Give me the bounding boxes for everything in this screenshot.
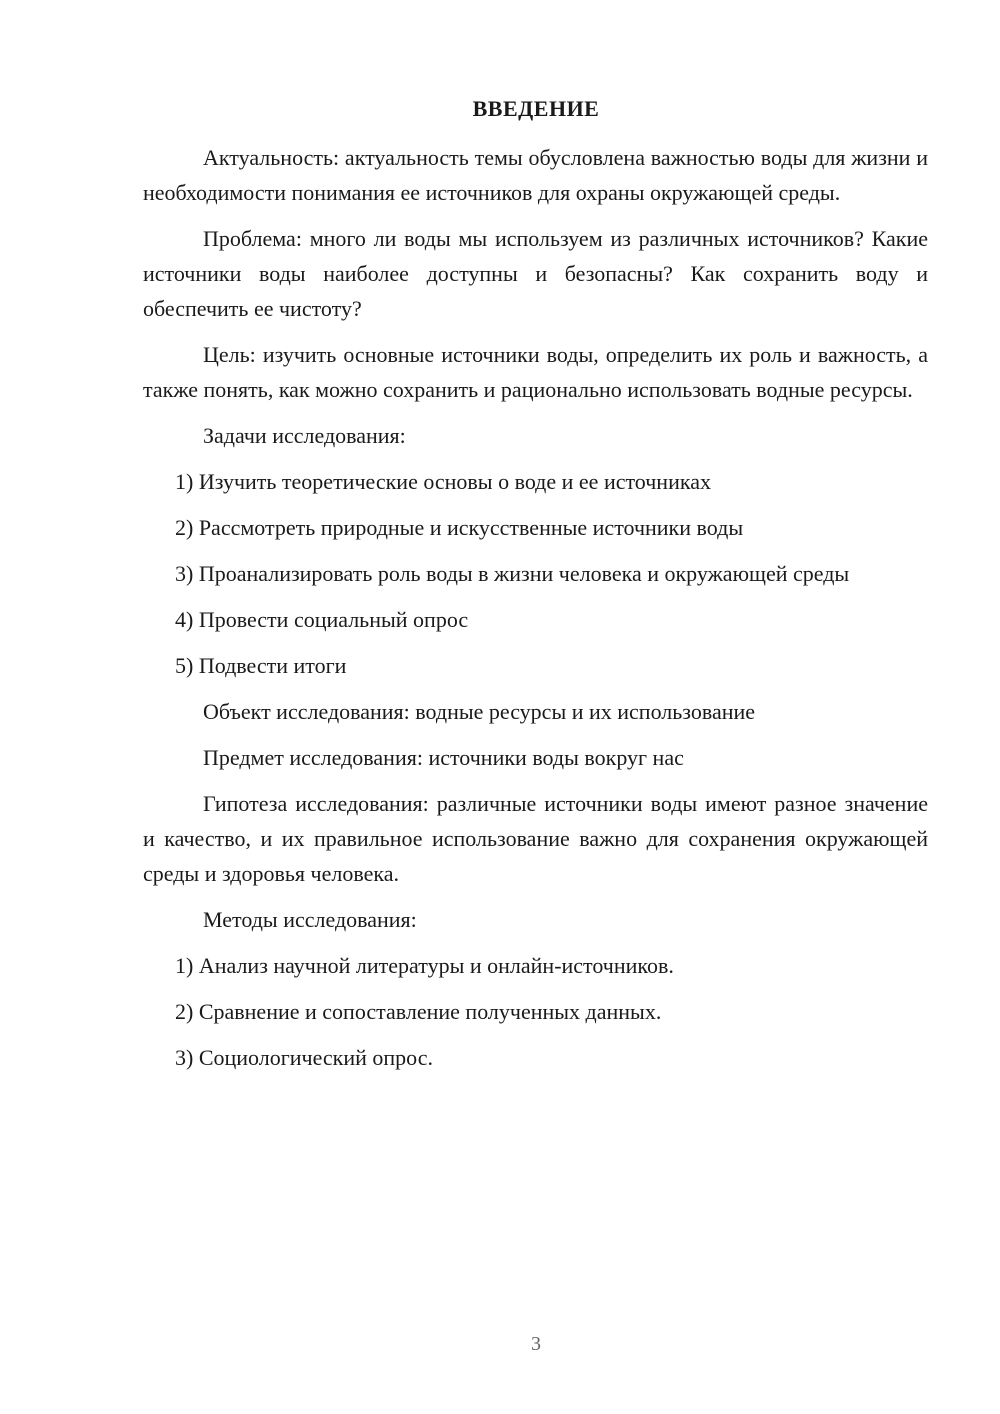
- task-item: 5) Подвести итоги: [175, 653, 347, 678]
- task-item: 1) Изучить теоретические основы о воде и ее источниках: [175, 469, 711, 494]
- relevance-paragraph: Актуальность: актуальность темы обусловлена важностью воды для жизни и необходимости понимания ее источников для охраны окружающей среды.: [143, 145, 928, 205]
- method-item: 2) Сравнение и сопоставление полученных данных.: [175, 999, 662, 1024]
- task-item: 3) Проанализировать роль воды в жизни человека и окружающей среды: [175, 561, 850, 586]
- task-item: 4) Провести социальный опрос: [175, 607, 469, 632]
- method-item: 3) Социологический опрос.: [175, 1045, 433, 1070]
- subject-paragraph: Предмет исследования: источники воды вокруг нас: [203, 745, 684, 770]
- goal-paragraph: Цель: изучить основные источники воды, определить их роль и важность, а также понять, как можно сохранить и рационально использовать водные ресурсы.: [143, 342, 928, 402]
- task-item: 2) Рассмотреть природные и искусственные источники воды: [175, 515, 744, 540]
- methods-heading: Методы исследования:: [203, 907, 417, 932]
- object-paragraph: Объект исследования: водные ресурсы и их использование: [203, 699, 756, 724]
- tasks-heading: Задачи исследования:: [203, 423, 406, 448]
- page-title: ВВЕДЕНИЕ: [472, 96, 600, 121]
- page-number: 3: [531, 1333, 541, 1355]
- hypothesis-paragraph: Гипотеза исследования: различные источники воды имеют разное значение и качество, и их правильное использование важно для сохранения окружающей среды и здоровья человека.: [143, 791, 928, 886]
- method-item: 1) Анализ научной литературы и онлайн-источников.: [175, 953, 674, 978]
- problem-paragraph: Проблема: много ли воды мы используем из различных источников? Какие источники воды наиболее доступны и безопасны? Как сохранить воду и обеспечить ее чистоту?: [143, 226, 928, 321]
- document-body: [143, 140, 928, 1086]
